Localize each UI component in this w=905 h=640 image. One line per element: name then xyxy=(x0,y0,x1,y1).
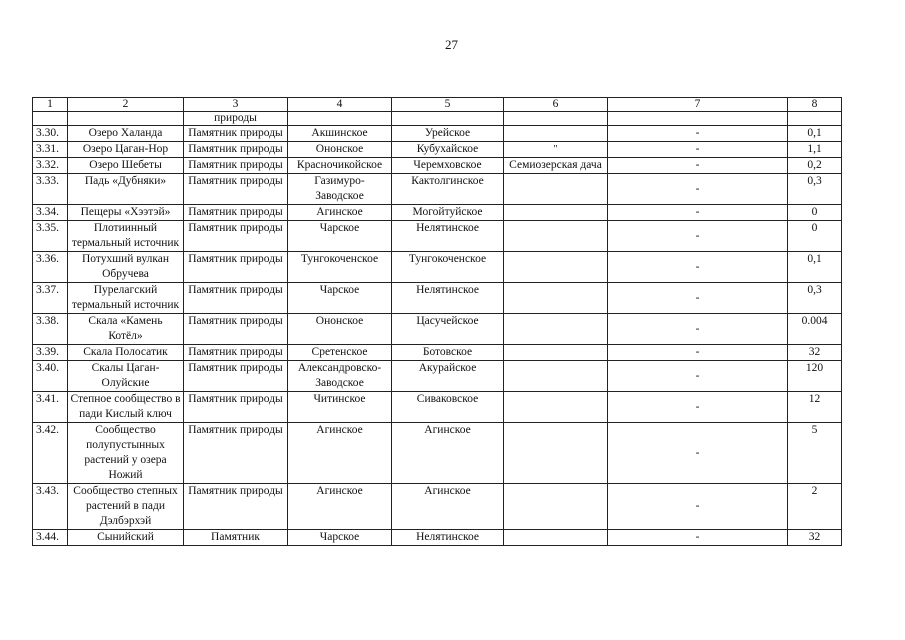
district: Агинское xyxy=(288,423,392,484)
row-number: 3.40. xyxy=(33,361,68,392)
column-7-value: - xyxy=(608,345,788,361)
row-number: 3.36. xyxy=(33,252,68,283)
row-number: 3.32. xyxy=(33,158,68,174)
header-cell: 1 xyxy=(33,98,68,112)
header-cell: 7 xyxy=(608,98,788,112)
settlement: Акурайское xyxy=(392,361,504,392)
table-row xyxy=(33,205,842,221)
object-name: Падь «Дубняки» xyxy=(68,174,184,205)
district: Чарское xyxy=(288,221,392,252)
table-row xyxy=(33,252,842,283)
table-row xyxy=(33,423,842,484)
protected-areas-table xyxy=(32,97,842,546)
object-name: Пещеры «Хээтэй» xyxy=(68,205,184,221)
area-value: 0,3 xyxy=(788,174,842,205)
settlement: Агинское xyxy=(392,484,504,530)
object-type: Памятник природы xyxy=(184,314,288,345)
column-7-value: - xyxy=(608,221,788,252)
forestry xyxy=(504,530,608,546)
settlement: Могойтуйское xyxy=(392,205,504,221)
area-value: 32 xyxy=(788,345,842,361)
object-type: Памятник природы xyxy=(184,221,288,252)
column-7-value: - xyxy=(608,423,788,484)
row-number: 3.41. xyxy=(33,392,68,423)
forestry xyxy=(504,314,608,345)
table-row xyxy=(33,126,842,142)
column-7-value: - xyxy=(608,126,788,142)
page-number: 27 xyxy=(445,37,458,52)
header-row xyxy=(33,98,842,112)
header-cell: 6 xyxy=(504,98,608,112)
forestry xyxy=(504,221,608,252)
settlement: Нелятинское xyxy=(392,530,504,546)
object-type: Памятник природы xyxy=(184,174,288,205)
district: Читинское xyxy=(288,392,392,423)
object-name: Скала Полосатик xyxy=(68,345,184,361)
forestry xyxy=(504,252,608,283)
object-name: Озеро Цаган-Нор xyxy=(68,142,184,158)
forestry xyxy=(504,126,608,142)
forestry xyxy=(504,361,608,392)
object-type: Памятник природы xyxy=(184,158,288,174)
settlement: Сиваковское xyxy=(392,392,504,423)
area-value: 0,2 xyxy=(788,158,842,174)
forestry: Семиозерская дача xyxy=(504,158,608,174)
row-number: 3.30. xyxy=(33,126,68,142)
row-number: 3.35. xyxy=(33,221,68,252)
object-type: Памятник природы xyxy=(184,484,288,530)
table-row xyxy=(33,174,842,205)
area-value: 12 xyxy=(788,392,842,423)
column-7-value: - xyxy=(608,205,788,221)
column-7-value: - xyxy=(608,142,788,158)
object-type: Памятник природы xyxy=(184,283,288,314)
header-cell: 5 xyxy=(392,98,504,112)
table-row xyxy=(33,484,842,530)
district: Агинское xyxy=(288,205,392,221)
table-row xyxy=(33,142,842,158)
area-value: 0 xyxy=(788,221,842,252)
area-value: 0,1 xyxy=(788,252,842,283)
settlement: Цасучейское xyxy=(392,314,504,345)
district: Красночикойское xyxy=(288,158,392,174)
district: Агинское xyxy=(288,484,392,530)
district: Александровско-Заводское xyxy=(288,361,392,392)
row-number: 3.31. xyxy=(33,142,68,158)
row-number: 3.37. xyxy=(33,283,68,314)
forestry xyxy=(504,484,608,530)
district: Тунгокоченское xyxy=(288,252,392,283)
object-type: Памятник xyxy=(184,530,288,546)
object-type: Памятник природы xyxy=(184,392,288,423)
forestry xyxy=(504,283,608,314)
settlement: Кубухайское xyxy=(392,142,504,158)
row-number: 3.43. xyxy=(33,484,68,530)
header-cell: 8 xyxy=(788,98,842,112)
row-number: 3.44. xyxy=(33,530,68,546)
district: Акшинское xyxy=(288,126,392,142)
column-7-value: - xyxy=(608,283,788,314)
object-name: Сообщество степных растений в пади Дэлбэрхэй xyxy=(68,484,184,530)
district: Ононское xyxy=(288,142,392,158)
settlement: Ботовское xyxy=(392,345,504,361)
area-value: 1,1 xyxy=(788,142,842,158)
table-row xyxy=(33,361,842,392)
object-type: Памятник природы xyxy=(184,252,288,283)
area-value: 2 xyxy=(788,484,842,530)
row-number: 3.33. xyxy=(33,174,68,205)
object-name: Сынийский xyxy=(68,530,184,546)
object-name: Озеро Шебеты xyxy=(68,158,184,174)
table-row xyxy=(33,221,842,252)
object-name: Степное сообщество в пади Кислый ключ xyxy=(68,392,184,423)
column-7-value: - xyxy=(608,484,788,530)
row-number: 3.34. xyxy=(33,205,68,221)
header-cell: 3 xyxy=(184,98,288,112)
district: Чарское xyxy=(288,283,392,314)
settlement: Агинское xyxy=(392,423,504,484)
settlement: Кактолгинское xyxy=(392,174,504,205)
forestry xyxy=(504,205,608,221)
row-number: 3.42. xyxy=(33,423,68,484)
area-value: 32 xyxy=(788,530,842,546)
forestry: " xyxy=(504,142,608,158)
area-value: 0,3 xyxy=(788,283,842,314)
forestry xyxy=(504,174,608,205)
settlement: Нелятинское xyxy=(392,283,504,314)
area-value: 5 xyxy=(788,423,842,484)
object-type: Памятник природы xyxy=(184,361,288,392)
area-value: 0 xyxy=(788,205,842,221)
object-name: Сообщество полупустынных растений у озера Ножий xyxy=(68,423,184,484)
object-name: Скала «Камень Котёл» xyxy=(68,314,184,345)
table-row xyxy=(33,530,842,546)
table-row xyxy=(33,345,842,361)
forestry xyxy=(504,423,608,484)
settlement: Нелятинское xyxy=(392,221,504,252)
forestry xyxy=(504,345,608,361)
table-row xyxy=(33,283,842,314)
table-row xyxy=(33,392,842,423)
continuation-cell: природы xyxy=(184,112,288,126)
column-7-value: - xyxy=(608,174,788,205)
object-name: Пурелагский термальный источник xyxy=(68,283,184,314)
settlement: Тунгокоченское xyxy=(392,252,504,283)
forestry xyxy=(504,392,608,423)
object-name: Плотиинный термальный источник xyxy=(68,221,184,252)
table-row xyxy=(33,314,842,345)
column-7-value: - xyxy=(608,530,788,546)
object-type: Памятник природы xyxy=(184,205,288,221)
row-number: 3.38. xyxy=(33,314,68,345)
column-7-value: - xyxy=(608,392,788,423)
area-value: 0,1 xyxy=(788,126,842,142)
column-7-value: - xyxy=(608,361,788,392)
area-value: 0.004 xyxy=(788,314,842,345)
settlement: Черемховское xyxy=(392,158,504,174)
district: Газимуро-Заводское xyxy=(288,174,392,205)
column-7-value: - xyxy=(608,252,788,283)
header-cell: 2 xyxy=(68,98,184,112)
object-type: Памятник природы xyxy=(184,423,288,484)
table-row xyxy=(33,158,842,174)
object-type: Памятник природы xyxy=(184,126,288,142)
object-name: Озеро Халанда xyxy=(68,126,184,142)
row-number: 3.39. xyxy=(33,345,68,361)
district: Сретенское xyxy=(288,345,392,361)
district: Ононское xyxy=(288,314,392,345)
object-type: Памятник природы xyxy=(184,345,288,361)
object-type: Памятник природы xyxy=(184,142,288,158)
header-cell: 4 xyxy=(288,98,392,112)
object-name: Скалы Цаган-Олуйские xyxy=(68,361,184,392)
continuation-row xyxy=(33,112,842,126)
object-name: Потухший вулкан Обручева xyxy=(68,252,184,283)
area-value: 120 xyxy=(788,361,842,392)
district: Чарское xyxy=(288,530,392,546)
column-7-value: - xyxy=(608,158,788,174)
column-7-value: - xyxy=(608,314,788,345)
settlement: Урейское xyxy=(392,126,504,142)
